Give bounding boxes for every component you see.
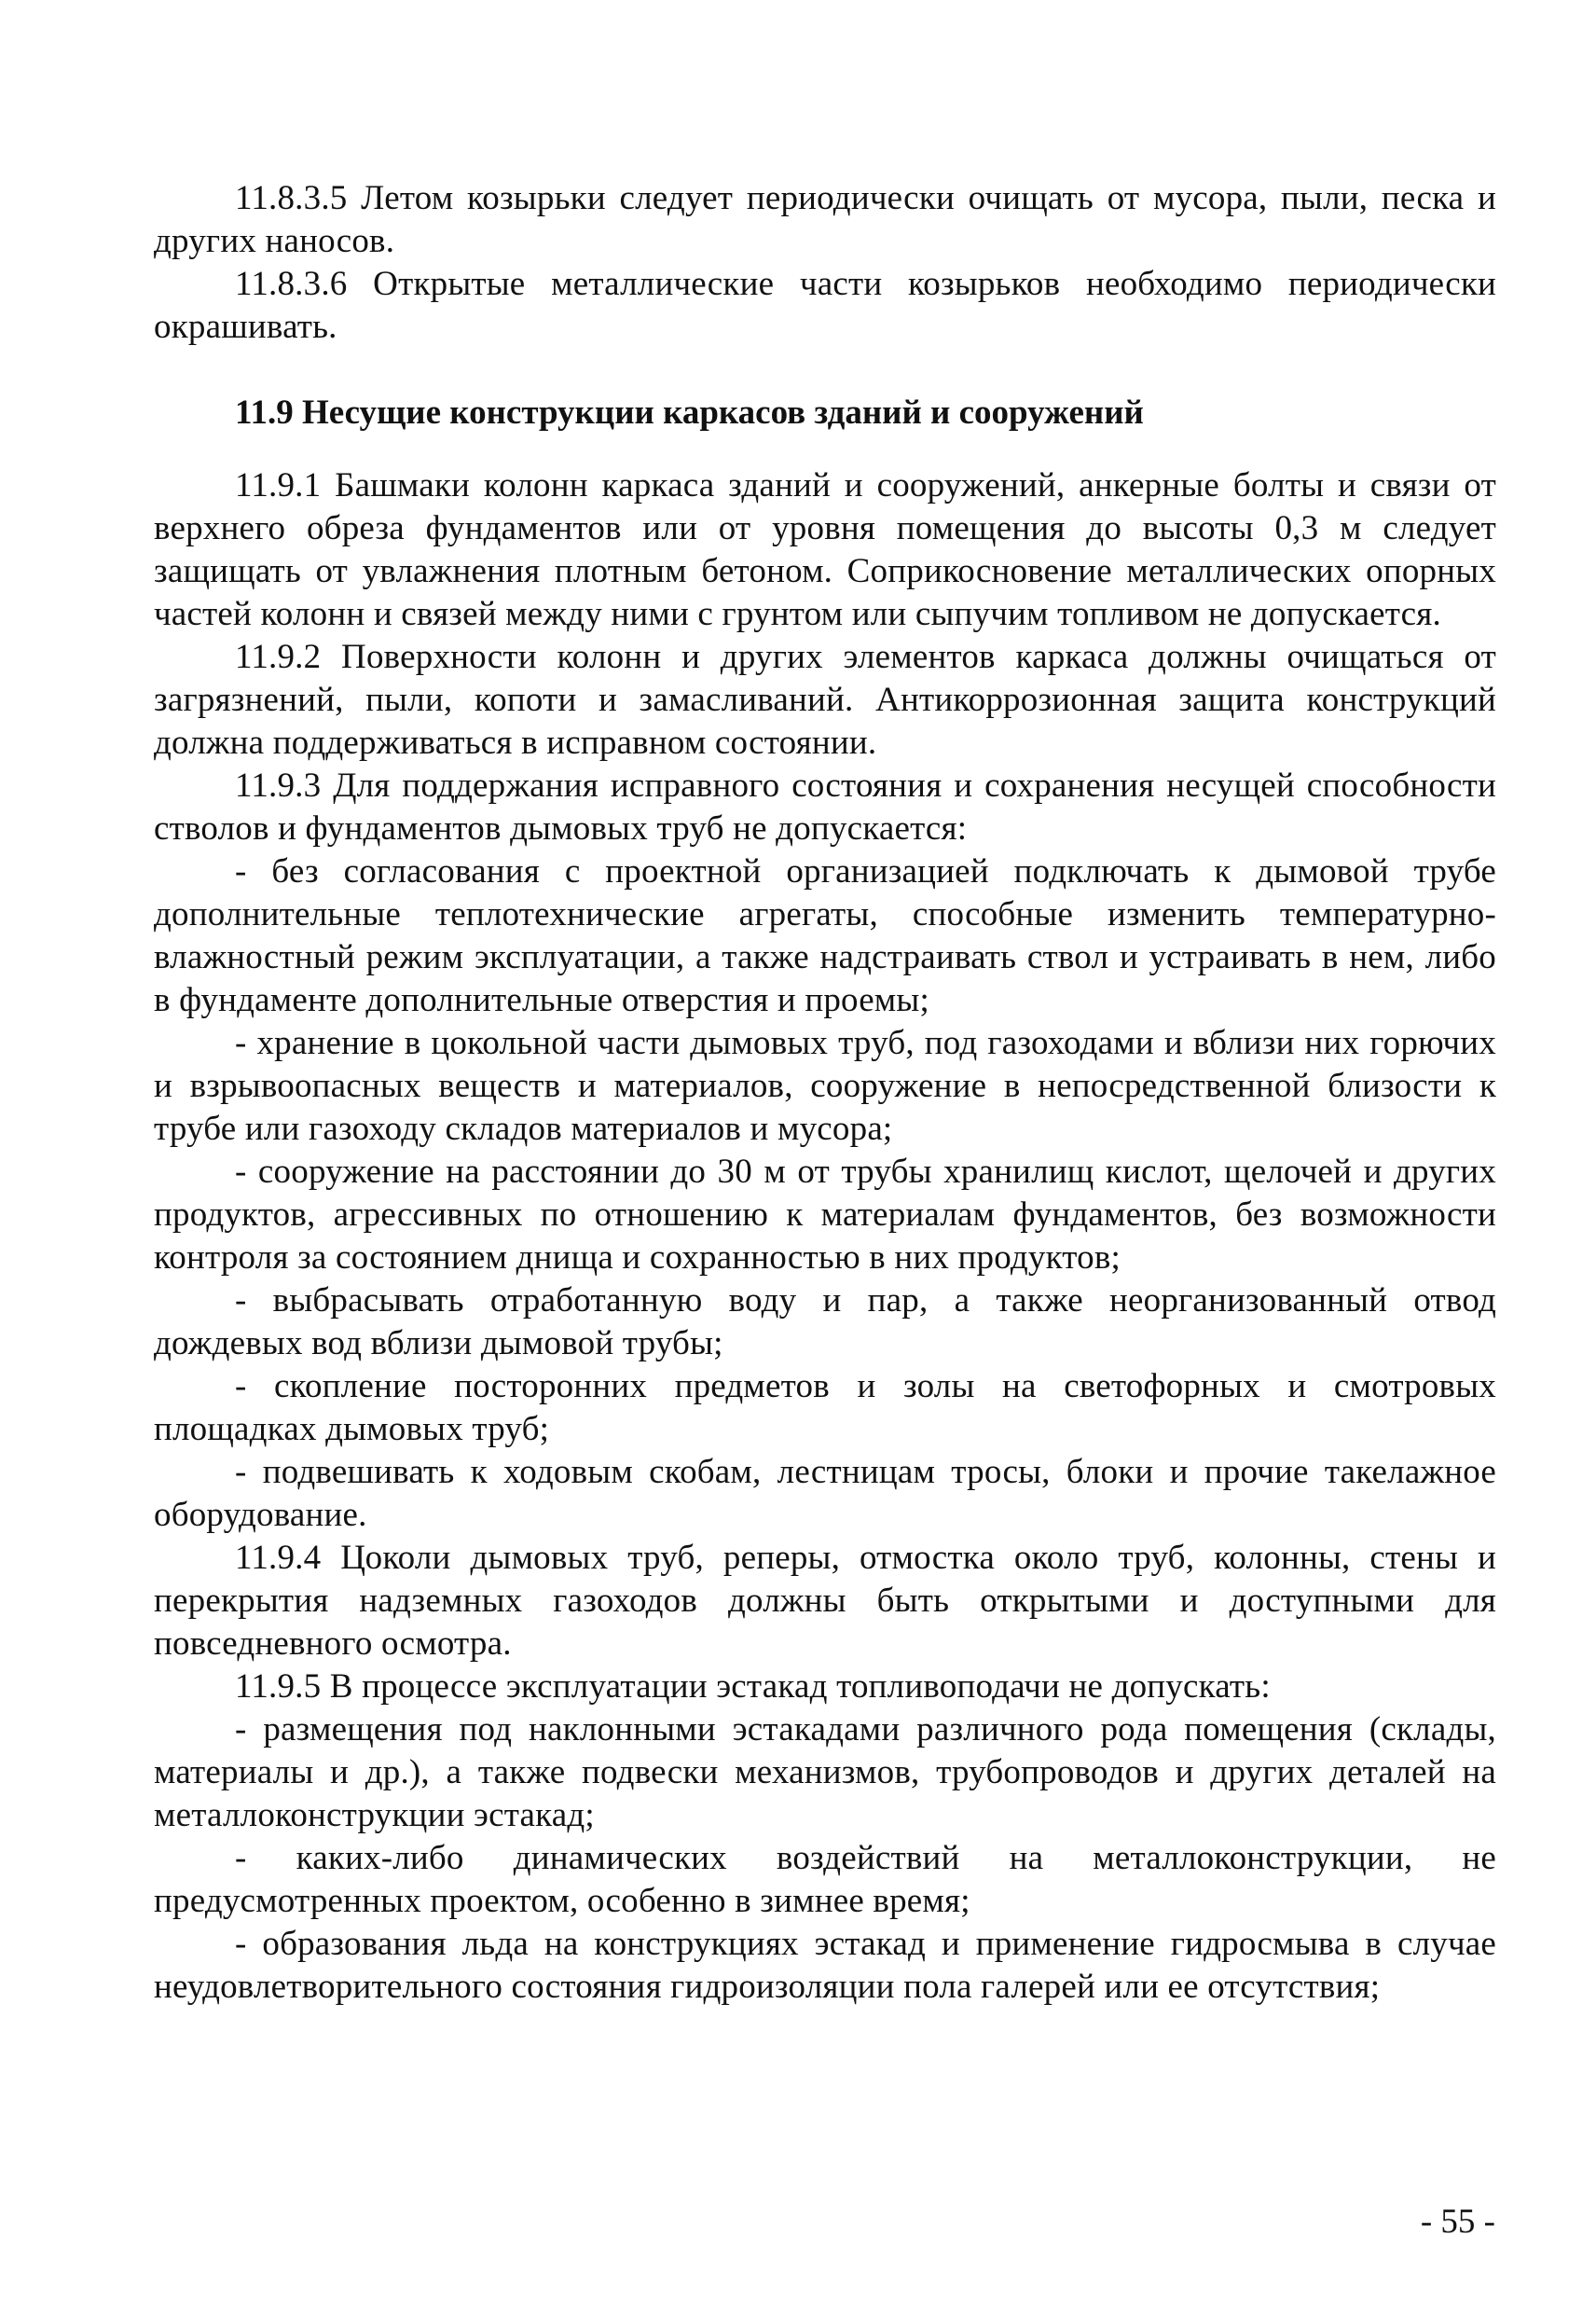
paragraph-11-9-5: 11.9.5 В процессе эксплуатации эстакад топливоподачи не допускать: xyxy=(235,1667,1271,1706)
list-item-chimney-5: - скопление посторонних предметов и золы на светофорных и смотровых площадках дымовых труб; xyxy=(154,1367,1496,1448)
list-item-trestle-1: - размещения под наклонными эстакадами различного рода помещения (склады, материалы и др.), а также подвески механизмов, трубопроводов и других деталей на металлоконструкции эстакад; xyxy=(154,1710,1496,1834)
list-item-chimney-2: - хранение в цокольной части дымовых труб, под газоходами и вблизи них горючих и взрывоопасных веществ и материалов, сооружение в непосредственной близости к трубе или газоходу складов материалов и мусора; xyxy=(154,1024,1496,1148)
page-number: - 55 - xyxy=(1420,2203,1495,2241)
paragraph-11-8-3-6: 11.8.3.6 Открытые металлические части козырьков необходимо периодически окрашивать. xyxy=(154,265,1496,346)
paragraph-11-9-1: 11.9.1 Башмаки колонн каркаса зданий и сооружений, анкерные болты и связи от верхнего обреза фундаментов или от уровня помещения до высоты 0,3 м следует защищать от увлажнения плотным бетоном. Соприкосновение металлических опорных частей колонн и связей между ними с грунтом или сыпучим топливом не допускается. xyxy=(154,466,1496,633)
paragraph-11-9-2: 11.9.2 Поверхности колонн и других элементов каркаса должны очищаться от загрязнений, пыли, копоти и замасливаний. Антикоррозионная защита конструкций должна поддерживаться в исправном состоянии. xyxy=(154,638,1496,762)
list-item-chimney-3: - сооружение на расстоянии до 30 м от трубы хранилищ кислот, щелочей и других продуктов, агрессивных по отношению к материалам фундаментов, без возможности контроля за состоянием днища и сохранностью в них продуктов; xyxy=(154,1153,1496,1277)
paragraph-11-8-3-5: 11.8.3.5 Летом козырьки следует периодически очищать от мусора, пыли, песка и других наносов. xyxy=(154,179,1496,260)
list-item-chimney-4: - выбрасывать отработанную воду и пар, а также неорганизованный отвод дождевых вод вблизи дымовой трубы; xyxy=(154,1281,1496,1362)
list-item-chimney-1: - без согласования с проектной организацией подключать к дымовой трубе дополнительные теплотехнические агрегаты, способные изменить температурно-влажностный режим эксплуатации, а также надстраивать ствол и устраивать в нем, либо в фундаменте дополнительные отверстия и проемы; xyxy=(154,852,1496,1019)
paragraph-11-9-3: 11.9.3 Для поддержания исправного состояния и сохранения несущей способности стволов и фундаментов дымовых труб не допускается: xyxy=(154,767,1496,848)
section-heading-11-9: 11.9 Несущие конструкции каркасов зданий и сооружений xyxy=(235,394,1144,432)
paragraph-11-9-4: 11.9.4 Цоколи дымовых труб, реперы, отмостка около труб, колонны, стены и перекрытия надземных газоходов должны быть открытыми и доступными для повседневного осмотра. xyxy=(154,1539,1496,1663)
list-item-trestle-2: - каких-либо динамических воздействий на металлоконструкции, не предусмотренных проектом, особенно в зимнее время; xyxy=(154,1839,1496,1920)
list-item-trestle-3: - образования льда на конструкциях эстакад и применение гидросмыва в случае неудовлетворительного состояния гидроизоляции пола галерей или ее отсутствия; xyxy=(154,1925,1496,2006)
document-page xyxy=(154,177,1496,2009)
list-item-chimney-6: - подвешивать к ходовым скобам, лестницам тросы, блоки и прочие такелажное оборудование. xyxy=(154,1453,1496,1534)
